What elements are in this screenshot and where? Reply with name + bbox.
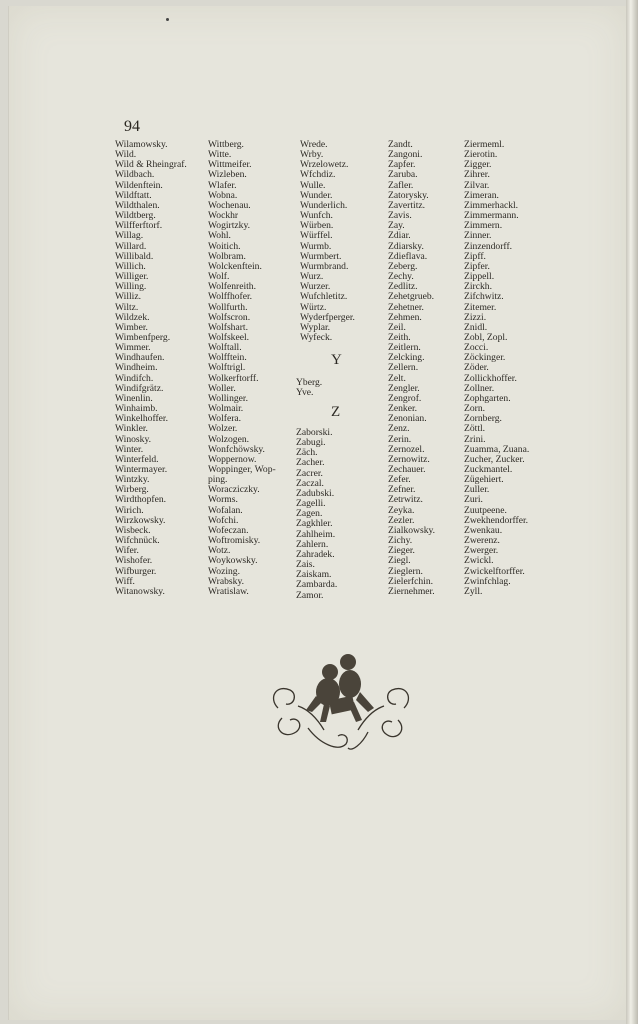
name-entry: Wolfftein. [208, 352, 247, 364]
name-entry: Windheim. [115, 362, 158, 374]
name-entry: Zeitlern. [388, 342, 421, 354]
name-entry: Zenonian. [388, 413, 427, 425]
name-entry: Wunfch. [300, 210, 333, 222]
name-entry: Zwerger. [464, 545, 499, 557]
name-entry: Winterfeld. [115, 453, 159, 465]
name-entry: Zwenkau. [464, 524, 503, 536]
name-entry: Zengler. [388, 382, 420, 394]
name-entry: Ziegl. [388, 555, 411, 567]
name-entry: Zimmerhackl. [464, 199, 519, 211]
name-entry: Zöttl. [464, 423, 486, 435]
name-entry: Windifch. [115, 372, 154, 384]
name-entry: Wufchletitz. [300, 291, 348, 303]
name-entry: Wizleben. [208, 169, 247, 181]
name-entry: Woitich. [208, 240, 241, 252]
name-entry: Zehetgrueb. [388, 291, 435, 303]
name-entry: Zelcking. [388, 352, 425, 364]
name-entry: Zialkowsky. [388, 524, 436, 536]
page-edge [626, 0, 638, 1024]
name-entry: Zeil. [388, 321, 406, 333]
name-entry: Zizzi. [464, 311, 487, 323]
name-entry: Wolffhofer. [208, 291, 253, 303]
name-entry: Wirdthopfen. [115, 494, 167, 506]
name-entry: Zahlheim. [296, 528, 336, 540]
name-column-4 [388, 140, 435, 597]
name-entry: Zetrwitz. [388, 494, 423, 506]
name-entry: Zimmermann. [464, 210, 519, 222]
name-column-3-z [296, 428, 337, 601]
name-entry: Zieger. [388, 545, 415, 557]
name-entry: Wolftall. [208, 342, 242, 354]
name-entry: Wilamowsky. [115, 139, 168, 150]
name-entry: Zehmen. [388, 311, 422, 323]
name-entry: Zielerfchin. [388, 575, 434, 587]
name-entry: Zenker. [388, 403, 418, 415]
name-entry: Zollner. [464, 382, 495, 394]
name-entry: Zipff. [464, 250, 486, 262]
name-entry: Zay. [388, 220, 405, 232]
name-entry: Zatorysky. [388, 189, 429, 201]
name-entry: Zadubski. [296, 487, 335, 499]
name-entry: Zäch. [296, 447, 318, 459]
name-entry: Zezler. [388, 514, 415, 526]
name-entry: Zamor. [296, 589, 324, 601]
name-entry: Wolmair. [208, 403, 244, 415]
name-entry: Woftromisky. [208, 535, 261, 547]
name-entry: Wintzky. [115, 474, 150, 486]
name-entry: Wurmbrand. [300, 260, 349, 272]
name-entry: Zabugi. [296, 437, 326, 449]
name-entry: Zeith. [388, 331, 411, 343]
name-entry: Zaborski. [296, 427, 333, 438]
name-entry: Würtz. [300, 301, 327, 313]
name-entry: Zacher. [296, 457, 325, 469]
name-entry: Zwickl. [464, 555, 494, 567]
name-entry: Windhaufen. [115, 352, 165, 364]
name-entry: Zagelli. [296, 498, 326, 510]
page-number: 94 [124, 118, 140, 135]
name-entry: Wulle. [300, 179, 326, 191]
name-entry: Zilvar. [464, 179, 490, 191]
name-entry: Wolbram. [208, 250, 246, 262]
name-entry: Ziermeml. [464, 139, 505, 150]
name-entry: Wohl. [208, 230, 231, 242]
name-entry: Zellern. [388, 362, 419, 374]
name-entry: Zelt. [388, 372, 406, 384]
name-entry: Williz. [115, 291, 141, 303]
section-heading-z: Z [331, 404, 341, 420]
name-entry: Zechy. [388, 271, 414, 283]
name-entry: Zihrer. [464, 169, 490, 181]
name-entry: Wimbenfperg. [115, 331, 171, 343]
name-entry: Worms. [208, 494, 238, 506]
name-entry: Zehetner. [388, 301, 424, 313]
name-entry: Zucher, Zucker. [464, 453, 525, 465]
name-entry: Woykowsky. [208, 555, 258, 567]
name-entry: Wilfferftorf. [115, 220, 163, 232]
name-entry: Woppernow. [208, 453, 257, 465]
name-entry: Zinner. [464, 230, 492, 242]
name-entry: Zuller. [464, 484, 490, 496]
name-entry: Zwickelftorffer. [464, 565, 525, 577]
name-entry: Zöder. [464, 362, 489, 374]
name-entry: Zwerenz. [464, 535, 500, 547]
name-entry: Wirzkowsky. [115, 514, 166, 526]
name-entry: Zernowitz. [388, 453, 430, 465]
name-entry: Zahlern. [296, 538, 329, 550]
name-entry: Wolfenreith. [208, 281, 256, 293]
name-entry: Zefner. [388, 484, 416, 496]
name-entry: Winkler. [115, 423, 148, 435]
name-entry: Woller. [208, 382, 236, 394]
name-entry: Zagkhler. [296, 518, 333, 530]
name-entry: Zippell. [464, 271, 495, 283]
name-entry: Zrini. [464, 433, 486, 445]
name-entry: Zdieflava. [388, 250, 428, 262]
name-entry: Zuri. [464, 494, 483, 506]
name-entry: Wolfscron. [208, 311, 251, 323]
name-entry: Zangoni. [388, 149, 423, 161]
name-entry: Wochenau. [208, 199, 251, 211]
name-entry: Zedlitz. [388, 281, 418, 293]
name-entry: Wolzogen. [208, 433, 250, 445]
name-entry: Wolzer. [208, 423, 238, 435]
name-column-2 [208, 140, 276, 597]
name-entry: Witte. [208, 149, 232, 161]
name-entry: Zandt. [388, 139, 413, 150]
name-entry: Wittberg. [208, 139, 244, 150]
name-entry: Wolckenftein. [208, 260, 262, 272]
name-entry: Wlafer. [208, 179, 237, 191]
name-entry: Zobl, Zopl. [464, 331, 508, 343]
section-heading-y: Y [331, 352, 342, 368]
name-column-3 [300, 140, 355, 343]
name-entry: Wogirtzky. [208, 220, 251, 232]
name-entry: Zimeran. [464, 189, 499, 201]
name-entry: Ziernehmer. [388, 585, 435, 597]
name-entry: Zambarda. [296, 579, 338, 591]
name-entry: Yberg. [296, 377, 323, 388]
name-entry: Wolf. [208, 271, 230, 283]
name-entry: Wittmeifer. [208, 159, 252, 171]
name-entry: Wolfera. [208, 413, 242, 425]
name-entry: Wurmb. [300, 240, 332, 252]
name-entry: Wild & Rheingraf. [115, 159, 187, 171]
name-entry: Zernozel. [388, 443, 425, 455]
name-entry: Wonfchöwsky. [208, 443, 265, 455]
name-entry: Wrzelowetz. [300, 159, 349, 171]
name-entry: Wratislaw. [208, 585, 249, 597]
name-entry: Willich. [115, 260, 146, 272]
name-entry: Zöckinger. [464, 352, 506, 364]
name-entry: Wyplar. [300, 321, 331, 333]
name-entry: Wofeczan. [208, 524, 249, 536]
name-entry: Willing. [115, 281, 147, 293]
name-entry: Woppinger, Wop- [208, 464, 276, 475]
name-entry: Zapfer. [388, 159, 416, 171]
name-entry: Zacrer. [296, 467, 323, 479]
name-entry: Zaiskam. [296, 569, 332, 581]
name-entry: Wunderlich. [300, 199, 348, 211]
name-entry: Wrabsky. [208, 575, 245, 587]
name-entry: Winhaimb. [115, 403, 158, 415]
name-entry: Zefer. [388, 474, 411, 486]
name-entry: Zagen. [296, 508, 323, 520]
name-entry: Würben. [300, 220, 334, 232]
name-entry: Zuckmantel. [464, 464, 513, 475]
name-entry: Zyll. [464, 585, 483, 597]
name-entry: Wild. [115, 149, 137, 161]
name-entry: Zollickhoffer. [464, 372, 517, 384]
name-entry: Zigger. [464, 159, 492, 171]
name-entry: Zuamma, Zuana. [464, 443, 530, 455]
name-entry: Wifchnück. [115, 535, 160, 547]
name-entry: Wofalan. [208, 504, 243, 516]
name-entry: Wobna. [208, 189, 238, 201]
name-entry: Wildbach. [115, 169, 155, 181]
name-entry: Zdiar. [388, 230, 411, 242]
name-entry: Wrede. [300, 139, 328, 150]
name-entry: Wirich. [115, 504, 144, 516]
name-entry: Zornberg. [464, 413, 502, 425]
name-entry: Willag. [115, 230, 144, 242]
name-entry: ping. [208, 474, 228, 486]
name-entry: Wolkerftorff. [208, 372, 259, 384]
name-entry: Wirberg. [115, 484, 149, 496]
name-entry: Zocci. [464, 342, 489, 354]
name-entry: Wockhr [208, 210, 239, 222]
name-entry: Zimmern. [464, 220, 503, 232]
name-entry: Wotz. [208, 545, 231, 557]
name-entry: Zitemer. [464, 301, 497, 313]
ink-speck [166, 18, 169, 21]
name-entry: Wiff. [115, 575, 135, 587]
name-entry: Zinzendorff. [464, 240, 513, 252]
name-entry: Winenlin. [115, 392, 153, 404]
name-entry: Winkelhoffer. [115, 413, 168, 425]
name-entry: Zavis. [388, 210, 412, 222]
name-entry: Zipfer. [464, 260, 490, 272]
name-entry: Zeyka. [388, 504, 415, 516]
name-entry: Zirckh. [464, 281, 492, 293]
name-entry: Wimber. [115, 321, 148, 333]
name-entry: Zichy. [388, 535, 413, 547]
name-entry: Wildftatt. [115, 189, 152, 201]
name-entry: Wurzer. [300, 281, 331, 293]
name-entry: Zügehiert. [464, 474, 504, 486]
name-entry: Wyderfperger. [300, 311, 355, 323]
name-entry: Zophgarten. [464, 392, 511, 404]
name-entry: Zenz. [388, 423, 410, 435]
name-entry: Wimmer. [115, 342, 151, 354]
name-entry: Würffel. [300, 230, 333, 242]
name-entry: Wunder. [300, 189, 333, 201]
name-entry: Wisbeck. [115, 524, 151, 536]
name-entry: Zavertitz. [388, 199, 426, 211]
name-entry: Wurz. [300, 271, 324, 283]
name-entry: Zaruba. [388, 169, 418, 181]
name-entry: Willibald. [115, 250, 154, 262]
name-entry: Witanowsky. [115, 585, 165, 597]
name-entry: Zifchwitz. [464, 291, 504, 303]
name-entry: Zorn. [464, 403, 486, 415]
name-entry: Wurmbert. [300, 250, 342, 262]
name-entry: Winter. [115, 443, 144, 455]
name-entry: Willard. [115, 240, 147, 252]
name-column-1 [115, 140, 187, 597]
name-entry: Wolftrigl. [208, 362, 246, 374]
name-entry: Zaczal. [296, 477, 324, 489]
name-entry: Wildthalen. [115, 199, 160, 211]
name-entry: Williger. [115, 271, 149, 283]
name-entry: Wollinger. [208, 392, 248, 404]
name-entry: Yve. [296, 387, 314, 399]
putti-ornament-icon [268, 648, 414, 756]
name-entry: Wofchi. [208, 514, 239, 526]
name-entry: Wifburger. [115, 565, 157, 577]
name-entry: Wildtberg. [115, 210, 156, 222]
name-entry: Wrby. [300, 149, 324, 161]
name-column-5 [464, 140, 529, 597]
name-entry: Wozing. [208, 565, 240, 577]
name-entry: Wiltz. [115, 301, 139, 313]
name-entry: Wildenftein. [115, 179, 163, 191]
name-entry: Zeberg. [388, 260, 418, 272]
name-entry: Wfchdiz. [300, 169, 336, 181]
name-entry: Zafler. [388, 179, 414, 191]
name-entry: Zwinfchlag. [464, 575, 511, 587]
name-entry: Wollfurth. [208, 301, 248, 313]
name-entry: Zahradek. [296, 548, 335, 560]
name-entry: Znidl. [464, 321, 488, 333]
name-entry: Zengrof. [388, 392, 422, 404]
name-entry: Zais. [296, 559, 315, 571]
name-entry: Wintermayer. [115, 464, 168, 475]
name-entry: Wildzek. [115, 311, 150, 323]
name-entry: Woracziczky. [208, 484, 260, 496]
name-entry: Zdiarsky. [388, 240, 424, 252]
name-entry: Zerin. [388, 433, 412, 445]
name-entry: Zuutpeene. [464, 504, 507, 516]
name-entry: Wifer. [115, 545, 139, 557]
name-entry: Winosky. [115, 433, 152, 445]
name-entry: Zieglern. [388, 565, 423, 577]
section-y-entries [296, 378, 322, 398]
name-entry: Zwekhendorffer. [464, 514, 529, 526]
name-entry: Windifgrätz. [115, 382, 164, 394]
name-entry: Wishofer. [115, 555, 153, 567]
name-entry: Wolfskeel. [208, 331, 250, 343]
name-entry: Zechauer. [388, 464, 426, 475]
name-entry: Wolfshart. [208, 321, 248, 333]
name-entry: Wyfeck. [300, 331, 333, 343]
name-entry: Zierotin. [464, 149, 498, 161]
